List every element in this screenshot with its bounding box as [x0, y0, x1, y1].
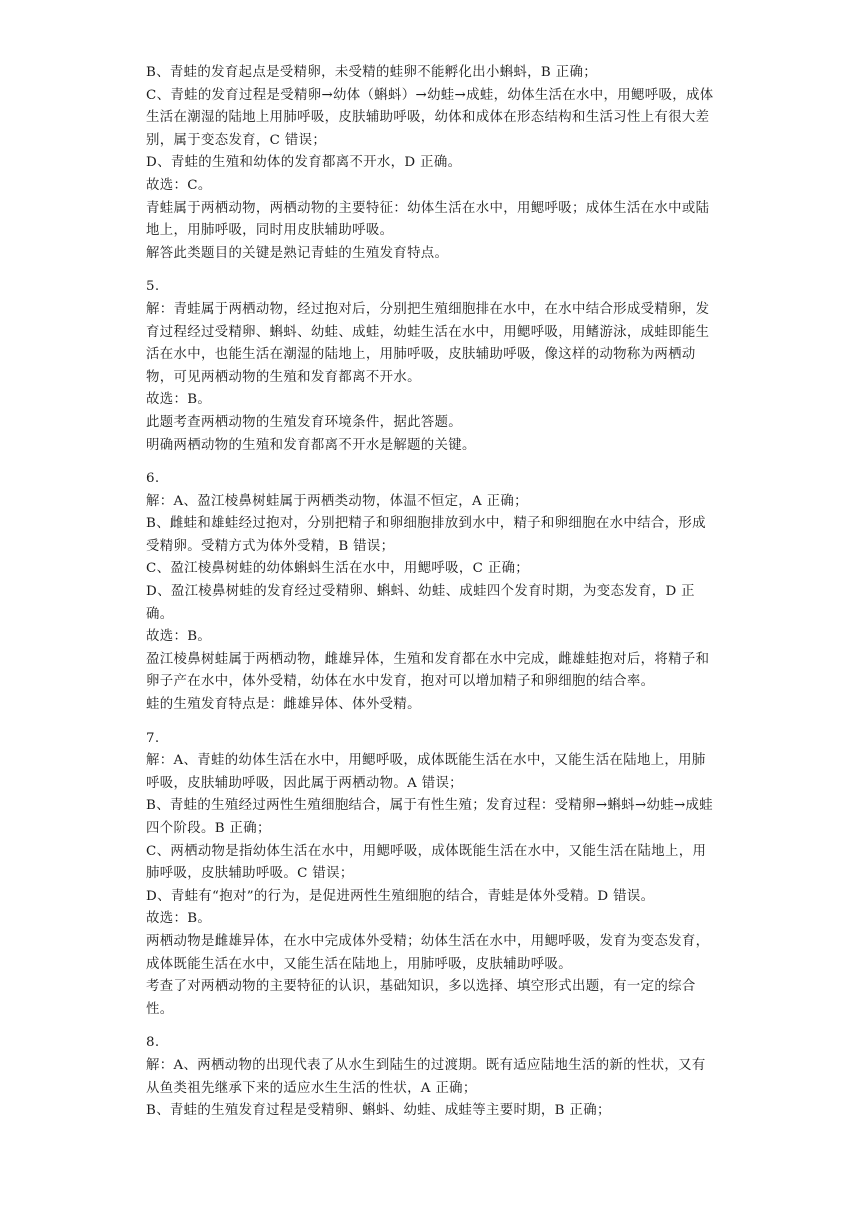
paragraph: D、盈江棱鼻树蛙的发育经过受精卵、蝌蚪、幼蛙、成蛙四个发育时期，为变态发育，D 正确。 — [146, 584, 695, 622]
paragraph: C、青蛙的发育过程是受精卵→幼体（蝌蚪）→幼蛙→成蛙，幼体生活在水中，用鳃呼吸，成体生活在潮湿的陆地上用肺呼吸，皮肤辅助呼吸，幼体和成体在形态结构和生活习性上有很大差别，属于变态发育，C 错误； — [146, 87, 714, 148]
answer-block-8 — [146, 1032, 718, 1122]
question-number: 8. — [146, 1035, 160, 1051]
paragraph: C、盈江棱鼻树蛙的幼体蝌蚪生活在水中，用鳃呼吸，C 正确； — [146, 561, 530, 577]
paragraph: 解：青蛙属于两栖动物，经过抱对后，分别把生殖细胞排在水中，在水中结合形成受精卵，发育过程经过受精卵、蝌蚪、幼蛙、成蛙，幼蛙生活在水中，用鳃呼吸，用鳍游泳，成蛙即能生活在水中，也能生活在潮湿的陆地上，用肺呼吸，皮肤辅助呼吸，像这样的动物称为两栖动物，可见两栖动物的生殖和发育都离不开水。 — [146, 301, 710, 385]
paragraph: 青蛙属于两栖动物，两栖动物的主要特征：幼体生活在水中，用鳃呼吸；成体生活在水中或陆地上，用肺呼吸，同时用皮肤辅助呼吸。 — [146, 200, 710, 239]
paragraph: 故选：C。 — [146, 177, 212, 193]
paragraph: B、雌蛙和雄蛙经过抱对，分别把精子和卵细胞排放到水中，精子和卵细胞在水中结合，形成受精卵。受精方式为体外受精，B 错误； — [146, 516, 706, 554]
question-number: 5. — [146, 279, 160, 295]
paragraph: 考查了对两栖动物的主要特征的认识，基础知识，多以选择、填空形式出题，有一定的综合性。 — [146, 979, 696, 1017]
answer-block-6 — [146, 468, 718, 717]
paragraph: D、青蛙的生殖和幼体的发育都离不开水，D 正确。 — [146, 155, 462, 171]
paragraph: 解：A、两栖动物的出现代表了从水生到陆生的过渡期。既有适应陆地生活的新的性状，又有从鱼类祖先继承下来的适应水生生活的性状，A 正确； — [146, 1057, 706, 1096]
paragraph: 解答此类题目的关键是熟记青蛙的生殖发育特点。 — [146, 245, 449, 261]
paragraph: 故选：B。 — [146, 392, 212, 408]
paragraph: 两栖动物是雌雄异体，在水中完成体外受精；幼体生活在水中，用鳃呼吸，发育为变态发育，成体既能生活在水中，又能生活在陆地上，用肺呼吸，皮肤辅助呼吸。 — [146, 933, 710, 972]
answer-block-7 — [146, 728, 718, 1022]
answer-block-5 — [146, 276, 718, 457]
paragraph: B、青蛙的发育起点是受精卵，未受精的蛙卵不能孵化出小蝌蚪，B 正确； — [146, 65, 597, 80]
answer-block-4-continued — [146, 62, 718, 265]
question-number: 6. — [146, 471, 160, 487]
paragraph: C、两栖动物是指幼体生活在水中，用鳃呼吸，成体既能生活在水中，又能生活在陆地上，用肺呼吸，皮肤辅助呼吸。C 错误； — [146, 843, 707, 882]
paragraph: 蛙的生殖发育特点是：雌雄异体、体外受精。 — [146, 697, 421, 713]
paragraph: 故选：B。 — [146, 911, 212, 927]
paragraph: 解：A、青蛙的幼体生活在水中，用鳃呼吸，成体既能生活在水中，又能生活在陆地上，用肺呼吸，皮肤辅助呼吸，因此属于两栖动物。A 错误； — [146, 753, 706, 791]
paragraph: B、青蛙的生殖发育过程是受精卵、蝌蚪、幼蛙、成蛙等主要时期，B 正确； — [146, 1103, 611, 1119]
paragraph: D、青蛙有“抱对”的行为，是促进两性生殖细胞的结合，青蛙是体外受精。D 错误。 — [146, 888, 655, 904]
paragraph: 故选：B。 — [146, 629, 212, 645]
paragraph: 盈江棱鼻树蛙属于两栖动物，雌雄异体，生殖和发育都在水中完成，雌雄蛙抱对后，将精子和卵子产在水中，体外受精，幼体在水中发育，抱对可以增加精子和卵细胞的结合率。 — [146, 651, 710, 690]
paragraph: 解：A、盈江棱鼻树蛙属于两栖类动物，体温不恒定，A 正确； — [146, 493, 528, 509]
question-number: 7. — [146, 730, 160, 746]
answer-text — [146, 62, 718, 1123]
paragraph: 明确两栖动物的生殖和发育都离不开水是解题的关键。 — [146, 437, 476, 453]
paragraph: B、青蛙的生殖经过两性生殖细胞结合，属于有性生殖；发育过程：受精卵→蝌蚪→幼蛙→成蛙四个阶段。B 正确； — [146, 798, 714, 836]
paragraph: 此题考查两栖动物的生殖发育环境条件，据此答题。 — [146, 414, 463, 430]
